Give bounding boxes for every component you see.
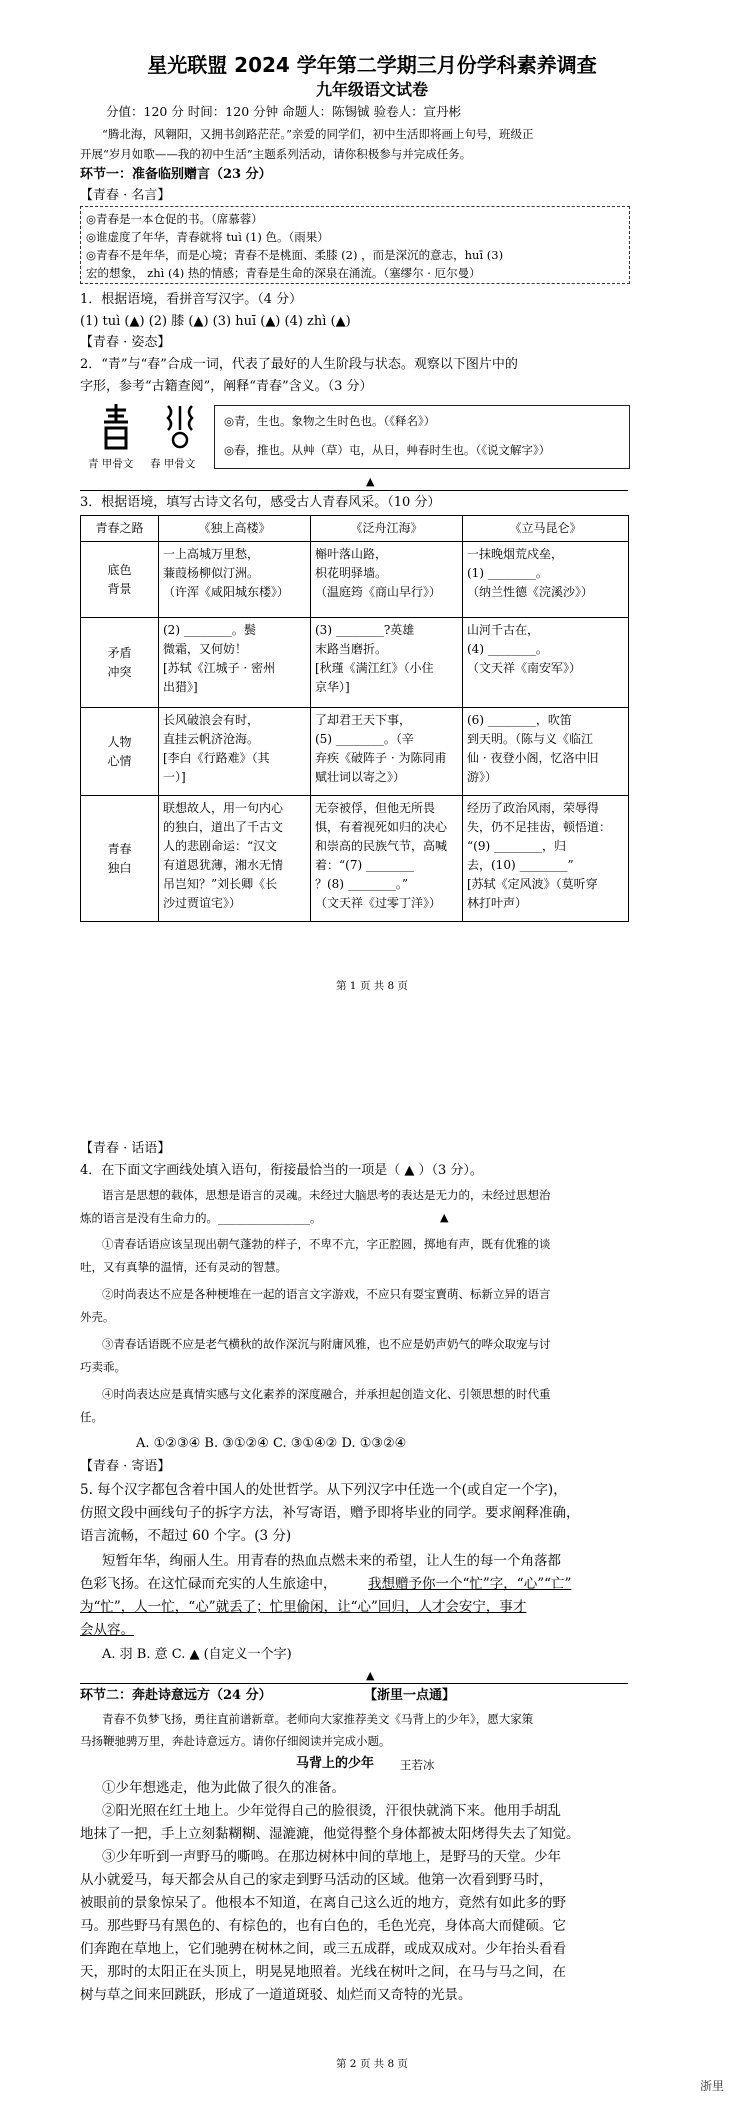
qing-oracle-glyph-icon bbox=[96, 402, 136, 452]
reference-line: ◎青，生也。象物之生时色也。（《释名》） bbox=[224, 414, 436, 428]
question-4: 4．在下面文字画线处填入语句，衔接最恰当的一项是（ ▲ ）（3 分）。 bbox=[80, 1163, 483, 1178]
table-cell: 一抹晚烟荒戍垒， (1) ________。 （纳兰性德《浣溪沙》） bbox=[463, 542, 629, 618]
q4-option-line: 吐，又有真挚的温情，还有灵动的智慧。 bbox=[80, 1260, 287, 1274]
intro-line1: “腾北海，风翱阳，又拥书剑路茫茫。”亲爱的同学们，初中生活即将画上句号，班级正 bbox=[102, 127, 534, 141]
exam-title: 星光联盟 2024 学年第二学期三月份学科素养调查 bbox=[147, 53, 597, 77]
table-cell: 槲叶落山路， 枳花明驿墙。 （温庭筠《商山早行》） bbox=[311, 542, 463, 618]
table-header: 《泛舟江海》 bbox=[311, 516, 463, 542]
question-5-line2: 仿照文段中画线句子的拆字方法，补写寄语，赠予即将毕业的同学。要求阐释准确， bbox=[80, 1505, 580, 1521]
question-1-options: (1) tuì (▲) (2) 膝 (▲) (3) huī (▲) (4) zhì (▲) bbox=[80, 314, 351, 329]
table-cell: (2) ________。鬓 微霜，又何妨！ [苏轼《江城子 · 密州 出猎》] bbox=[159, 618, 311, 708]
article-line: 从小就爱马，每天都会从自己的家走到野马活动的区域。他第一次看到野马时， bbox=[80, 1872, 553, 1888]
page-footer-1: 第 1 页 共 8 页 bbox=[335, 980, 409, 992]
article-author: 王若冰 bbox=[400, 1758, 435, 1772]
exam-meta: 分值：120 分 时间：120 分钟 命题人：陈锡铖 验卷人：宣丹彬 bbox=[106, 104, 462, 119]
watermark: 浙里 bbox=[700, 2079, 725, 2093]
article-line: 被眼前的景象惊呆了。他根本不知道，在离自己这么近的地方，竟然有如此多的野 bbox=[80, 1895, 566, 1911]
q4-option-line: ③青春话语既不应是老气横秋的故作深沉与附庸风雅，也不应是奶声奶气的哗众取宠与讨 bbox=[102, 1337, 551, 1351]
underlined-sentence: 会从容。 bbox=[80, 1622, 134, 1638]
page-footer-2: 第 2 页 共 8 页 bbox=[335, 2058, 409, 2070]
question-5-line1: 5. 每个汉字都包含着中国人的处世哲学。从下列汉字中任选一个(或自定一个字)， bbox=[80, 1482, 567, 1498]
article-line: ②阳光照在红土地上。少年觉得自己的脸很烫，汗很快就淌下来。他用手胡乱 bbox=[102, 1803, 561, 1819]
poem-table bbox=[80, 515, 629, 922]
q4-passage-line1: 语言是思想的载体，思想是语言的灵魂。未经过大脑思考的表达是无力的，未经过思想治 bbox=[102, 1188, 551, 1202]
row-label: 矛盾 冲突 bbox=[81, 618, 159, 708]
question-1: 1．根据语境，看拼音写汉字。（4 分） bbox=[80, 292, 303, 307]
question-2-line2: 字形，参考“古籍查阅”，阐释“青春”含义。（3 分） bbox=[80, 379, 373, 394]
glyph-label: 春 甲骨文 bbox=[150, 458, 196, 470]
table-cell: 联想故人，用一句内心 的独白，道出了千古文 人的悲剧命运：“汉文 有道恩犹薄，湘水无情 吊岂知？”刘长卿《长 沙过贾谊宅》） bbox=[159, 796, 311, 922]
underlined-sentence: 我想赠予你一个“忙”字，“心”“亡” bbox=[368, 1576, 572, 1592]
article-title: 马背上的少年 bbox=[296, 1756, 375, 1771]
underlined-sentence: 为“忙”，人一忙，“心”就丢了；忙里偷闲，让“心”回归，人才会安宁，事才 bbox=[80, 1599, 527, 1615]
quote-line: 宏的想象， zhì (4) 热的情感；青春是生命的深泉在涌流。（塞缪尔 · 厄尔曼） bbox=[86, 266, 481, 280]
article-line: 地抹了一把，手上立刻黏糊糊、湿漉漉，他觉得整个身体都被太阳烤得失去了知觉。 bbox=[80, 1826, 580, 1842]
table-cell: (3) ________?英雄 末路当磨折。 [秋瑾《满江红》（小住 京华）] bbox=[311, 618, 463, 708]
section2-heading: 环节二：奔赴诗意远方（24 分） bbox=[80, 1688, 272, 1703]
q4-option-line: 巧卖乖。 bbox=[80, 1360, 126, 1374]
table-cell: 经历了政治风雨，荣辱得 失，仍不足挂齿，顿悟道： “(9) ________，归 去，(10) ________” [苏轼《定风波》（莫听穿 林打叶声） bbox=[463, 796, 629, 922]
table-cell: 无奈被俘，但他无所畏 惧，有着视死如归的决心 和崇高的民族气节，高喊 着：“(7) ________ ？(8) ________。” （文天祥《过零丁洋》） bbox=[311, 796, 463, 922]
quote-line: ◎青春不是年华，而是心境；青春不是桃面、柔膝 (2) ，而是深沉的意志，huī (3) bbox=[86, 248, 504, 262]
section2-source: 【浙里一点通】 bbox=[364, 1688, 456, 1703]
divider bbox=[80, 1683, 628, 1684]
reference-line: ◎春，推也。从艸（草）屯，从日，艸春时生也。（《说文解字》） bbox=[224, 443, 551, 457]
section1-heading: 环节一：准备临别赠言（23 分） bbox=[80, 167, 272, 182]
table-cell: 长风破浪会有时， 直挂云帆济沧海。 [李白《行路难》（其 一）] bbox=[159, 708, 311, 796]
chun-oracle-glyph-icon bbox=[160, 402, 200, 452]
intro-line2: 开展“岁月如歌——我的初中生活”主题系列活动，请你积极参与并完成任务。 bbox=[80, 147, 472, 161]
row-label: 人物 心情 bbox=[81, 708, 159, 796]
article-line: 树与草之间来回跳跃，形成了一道道斑驳、灿烂而又奇特的光景。 bbox=[80, 1987, 472, 2003]
table-cell: 山河千古在， (4) ________。 （文天祥《南安军》） bbox=[463, 618, 629, 708]
answer-mark: ▲ bbox=[366, 475, 375, 488]
stance-tag: 【青春 · 姿态】 bbox=[80, 335, 171, 350]
article-line: ①少年想逃走，他为此做了很久的准备。 bbox=[102, 1780, 345, 1796]
message-line: 短暂年华，绚丽人生。用青春的热血点燃未来的希望，让人生的每一个角落都 bbox=[102, 1553, 561, 1569]
quote-line: ◎谁虚度了年华，青春就将 tuì (1) 色。（雨果） bbox=[86, 230, 329, 244]
table-header: 《独上高楼》 bbox=[159, 516, 311, 542]
article-line: ③少年听到一声野马的嘶鸣。在那边树林中间的草地上，是野马的天堂。少年 bbox=[102, 1849, 561, 1865]
row-label: 青春 独白 bbox=[81, 796, 159, 922]
answer-mark: ▲ bbox=[440, 1211, 449, 1224]
message-line: 色彩飞扬。在这忙碌而充实的人生旅途中， bbox=[80, 1576, 337, 1592]
q4-option-line: ①青春话语应该呈现出朝气蓬勃的样子，不卑不亢，字正腔圆，掷地有声，既有优雅的谈 bbox=[102, 1237, 551, 1251]
question-5-line3: 语言流畅，不超过 60 个字。(3 分) bbox=[80, 1528, 292, 1544]
words-tag: 【青春 · 话语】 bbox=[80, 1141, 171, 1156]
article-line: 马。那些野马有黑色的、有棕色的，也有白色的，毛色光亮，身体高大而健硕。它 bbox=[80, 1918, 566, 1934]
question-2-line1: 2．“青”与“春”合成一词，代表了最好的人生阶段与状态。观察以下图片中的 bbox=[80, 357, 518, 372]
q4-option-line: 任。 bbox=[80, 1410, 103, 1424]
glyph-label: 青 甲骨文 bbox=[88, 458, 134, 470]
table-cell: 一上高城万里愁， 蒹葭杨柳似汀洲。 （许浑《咸阳城东楼》） bbox=[159, 542, 311, 618]
divider bbox=[80, 490, 628, 491]
section2-intro: 马扬鞭驰骋万里，奔赴诗意远方。请你仔细阅读并完成小题。 bbox=[80, 1734, 391, 1748]
q4-option-line: ②时尚表达不应是各种梗堆在一起的语言文字游戏，不应只有耍宝賣萌、标新立异的语言 bbox=[102, 1287, 551, 1301]
q4-passage-line2: 炼的语言是没有生命力的。________________。 bbox=[80, 1211, 322, 1225]
q4-choices: A. ①②③④ B. ③①②④ C. ③①④② D. ①③②④ bbox=[136, 1436, 407, 1451]
quote-line: ◎青春是一本仓促的书。（席慕蓉） bbox=[86, 212, 263, 226]
q5-choices: A. 羽 B. 意 C. ▲ (自定义一个字) bbox=[102, 1647, 292, 1662]
quote-tag: 【青春 · 名言】 bbox=[80, 188, 171, 203]
row-label: 底色 背景 bbox=[81, 542, 159, 618]
table-header: 《立马昆仑》 bbox=[463, 516, 629, 542]
table-cell: 了却君王天下事， (5) ________。（辛 弃疾《破阵子 · 为陈同甫 赋壮词以寄之》） bbox=[311, 708, 463, 796]
article-line: 们奔跑在草地上，它们驰骋在树林之间，或三五成群，或成双成对。少年抬头看看 bbox=[80, 1941, 566, 1957]
answer-mark: ▲ bbox=[366, 1669, 375, 1682]
q4-option-line: ④时尚表达应是真情实感与文化素养的深度融合，并承担起创造文化、引领思想的时代重 bbox=[102, 1387, 551, 1401]
section2-intro: 青春不负梦飞扬，勇往直前谱新章。老师向大家推荐美文《马背上的少年》，愿大家策 bbox=[102, 1712, 534, 1726]
article-line: 天，那时的太阳正在头顶上，明晃晃地照着。光线在树叶之间，在马与马之间，在 bbox=[80, 1964, 566, 1980]
table-cell: (6) ________，吹笛 到天明。（陈与义《临江 仙 · 夜登小阁，忆洛中旧 游》） bbox=[463, 708, 629, 796]
q4-option-line: 外壳。 bbox=[80, 1310, 115, 1324]
table-header: 青春之路 bbox=[81, 516, 159, 542]
question-3: 3．根据语境，填写古诗文名句，感受古人青春风采。（10 分） bbox=[80, 495, 441, 510]
message-tag: 【青春 · 寄语】 bbox=[80, 1459, 171, 1474]
exam-subtitle: 九年级语文试卷 bbox=[315, 80, 428, 99]
